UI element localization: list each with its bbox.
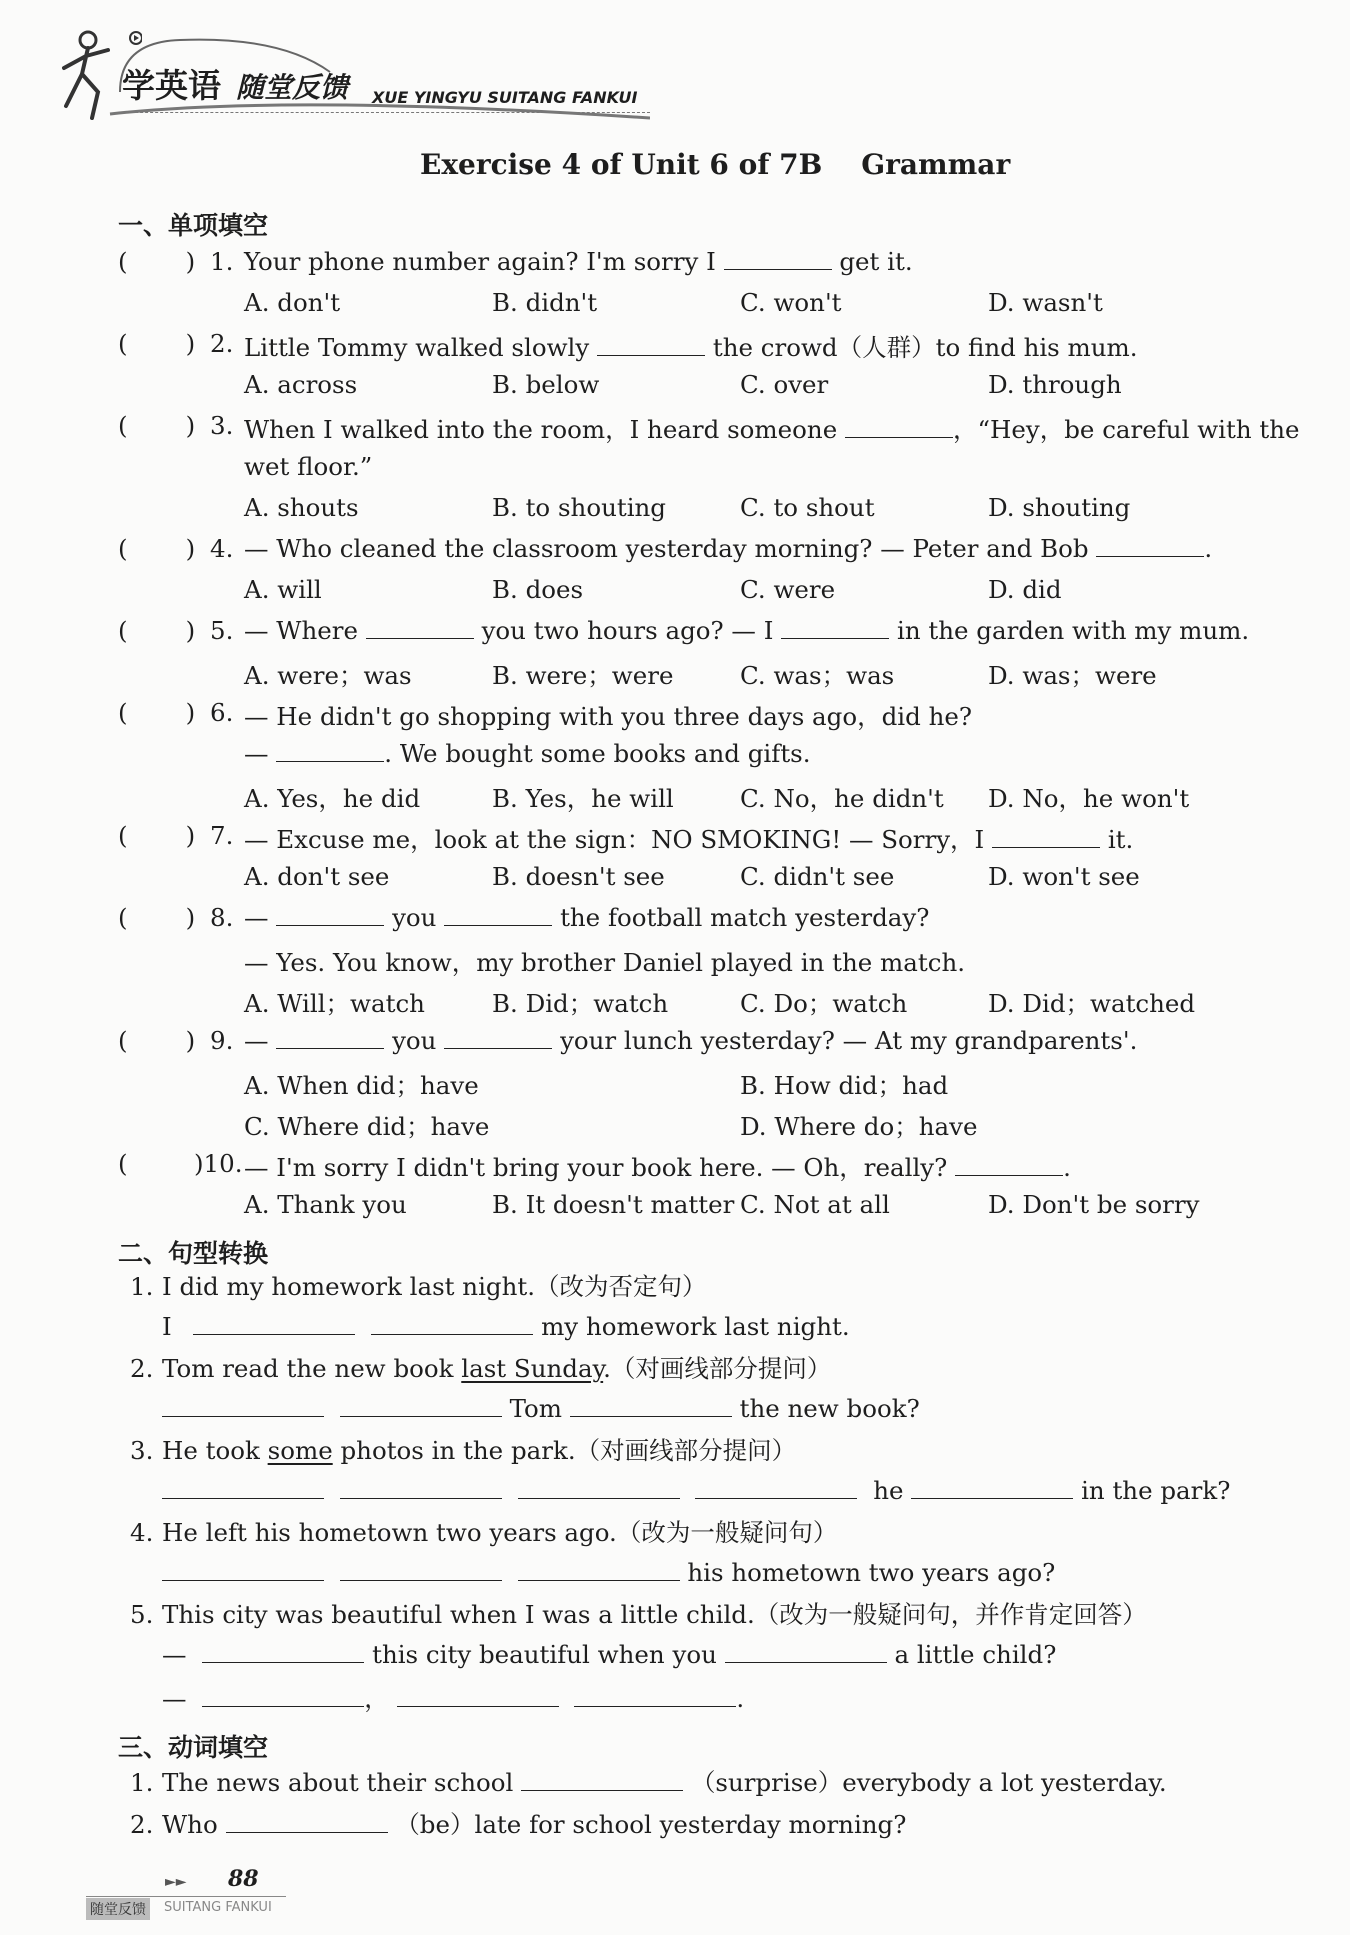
- blank[interactable]: [724, 247, 832, 270]
- header-brand-cn2: 随堂反馈: [236, 71, 349, 104]
- blank[interactable]: [574, 1684, 736, 1707]
- blank[interactable]: [276, 903, 384, 926]
- item-number: 3.: [130, 1436, 154, 1465]
- option-d: D. won't see: [988, 862, 1140, 891]
- option-b: B. Did；watch: [492, 989, 669, 1018]
- item-sentence: He left his hometown two years ago.（改为一般疑问句）: [162, 1518, 838, 1547]
- blank[interactable]: [570, 1394, 732, 1417]
- blank[interactable]: [597, 333, 705, 356]
- question-number: 9.: [210, 1026, 234, 1055]
- blank[interactable]: [911, 1476, 1073, 1499]
- blank[interactable]: [366, 616, 474, 639]
- option-c: C. to shout: [740, 493, 875, 522]
- option-c: C. over: [740, 370, 829, 399]
- question-stem: — Who cleaned the classroom yesterday morning? — Peter and Bob .: [244, 534, 1213, 563]
- question-stem: — Where you two hours ago? — I in the garden with my mum.: [244, 616, 1250, 645]
- blank[interactable]: [226, 1810, 388, 1833]
- blank[interactable]: [162, 1558, 324, 1581]
- item-number: 4.: [130, 1518, 154, 1547]
- answer-paren[interactable]: (: [118, 1149, 128, 1178]
- blank[interactable]: [444, 903, 552, 926]
- item-sentence: Tom read the new book last Sunday.（对画线部分提问）: [162, 1354, 832, 1383]
- option-a: A. shouts: [244, 493, 359, 522]
- question-number: 2.: [210, 329, 234, 358]
- blank[interactable]: [371, 1312, 533, 1335]
- option-d: D. Did；watched: [988, 989, 1196, 1018]
- option-c: C. Do；watch: [740, 989, 908, 1018]
- section2-heading: 二、句型转换: [118, 1239, 269, 1268]
- option-c: C. No，he didn't: [740, 784, 944, 813]
- footer-label-cn: 随堂反馈: [86, 1898, 150, 1920]
- header-dotted-rule: [120, 112, 650, 113]
- question-stem-continued: — . We bought some books and gifts.: [244, 739, 811, 768]
- option-d: D. through: [988, 370, 1122, 399]
- section1-heading: 一、单项填空: [118, 211, 269, 240]
- blank[interactable]: [1096, 534, 1204, 557]
- double-arrow-icon: ►►: [165, 1874, 187, 1890]
- blank[interactable]: [202, 1640, 364, 1663]
- item-number: 1.: [130, 1272, 154, 1301]
- question-stem: — you your lunch yesterday? — At my grandparents'.: [244, 1026, 1138, 1055]
- blank[interactable]: [725, 1640, 887, 1663]
- item-sentence: He took some photos in the park.（对画线部分提问）: [162, 1436, 797, 1465]
- header-brand-cn: 学英语: [122, 66, 221, 105]
- question-number: 7.: [210, 821, 234, 850]
- answer-paren[interactable]: ( ): [118, 247, 196, 276]
- question-stem-continued: — Yes. You know，my brother Daniel played in the match.: [244, 948, 966, 977]
- item-answer-line: I my homework last night.: [162, 1312, 850, 1341]
- header-brand-pinyin: XUE YINGYU SUITANG FANKUI: [372, 88, 638, 107]
- blank[interactable]: [193, 1312, 355, 1335]
- option-b: B. were；were: [492, 661, 674, 690]
- question-number: )10.: [194, 1149, 243, 1178]
- option-d: D. No，he won't: [988, 784, 1190, 813]
- question-number: 5.: [210, 616, 234, 645]
- option-a: A. across: [244, 370, 358, 399]
- option-b: B. does: [492, 575, 584, 604]
- option-b: B. doesn't see: [492, 862, 665, 891]
- answer-paren[interactable]: ( ): [118, 698, 196, 727]
- blank[interactable]: [781, 616, 889, 639]
- item-number: 2.: [130, 1810, 154, 1839]
- option-d: D. did: [988, 575, 1062, 604]
- blank[interactable]: [695, 1476, 857, 1499]
- option-a: A. will: [244, 575, 322, 604]
- answer-paren[interactable]: ( ): [118, 903, 196, 932]
- section3-heading: 三、动词填空: [118, 1733, 269, 1762]
- option-a: A. Thank you: [244, 1190, 407, 1219]
- question-stem: When I walked into the room，I heard someone ，“Hey，be careful with the: [244, 415, 1300, 444]
- answer-paren[interactable]: ( ): [118, 411, 196, 440]
- option-b: B. It doesn't matter: [492, 1190, 735, 1219]
- footer-rule: [86, 1896, 286, 1897]
- blank[interactable]: [518, 1476, 680, 1499]
- blank[interactable]: [340, 1476, 502, 1499]
- option-c: C. was；was: [740, 661, 895, 690]
- question-stem: Little Tommy walked slowly the crowd（人群）to find his mum.: [244, 333, 1138, 362]
- item-sentence: I did my homework last night.（改为否定句）: [162, 1272, 707, 1301]
- item-number: 5.: [130, 1600, 154, 1629]
- option-b: B. didn't: [492, 288, 598, 317]
- option-c: C. won't: [740, 288, 842, 317]
- option-c: C. didn't see: [740, 862, 895, 891]
- blank[interactable]: [444, 1026, 552, 1049]
- answer-paren[interactable]: ( ): [118, 821, 196, 850]
- item-sentence: This city was beautiful when I was a little child.（改为一般疑问句，并作肯定回答）: [162, 1600, 1147, 1629]
- question-number: 6.: [210, 698, 234, 727]
- item-answer-line: he in the park?: [162, 1476, 1230, 1506]
- blank[interactable]: [521, 1768, 683, 1791]
- blank[interactable]: [845, 415, 953, 438]
- question-number: 4.: [210, 534, 234, 563]
- item-answer-line: — this city beautiful when you a little child?: [162, 1640, 1057, 1669]
- item-sentence: Who （be）late for school yesterday morning?: [162, 1810, 907, 1839]
- option-d: D. Don't be sorry: [988, 1190, 1200, 1219]
- question-stem: — Excuse me，look at the sign：NO SMOKING! — Sorry，I it.: [244, 825, 1134, 854]
- option-a: A. don't see: [244, 862, 390, 891]
- option-c: C. Where did；have: [244, 1112, 490, 1141]
- option-a: A. don't: [244, 288, 341, 317]
- blank[interactable]: [276, 1026, 384, 1049]
- question-stem: — He didn't go shopping with you three days ago，did he?: [244, 702, 973, 731]
- option-b: B. below: [492, 370, 600, 399]
- answer-paren[interactable]: ( ): [118, 534, 196, 563]
- option-a: A. Will；watch: [244, 989, 425, 1018]
- option-d: D. Where do；have: [740, 1112, 978, 1141]
- option-d: D. shouting: [988, 493, 1131, 522]
- option-a: A. were；was: [244, 661, 412, 690]
- blank[interactable]: [202, 1684, 364, 1707]
- option-d: D. was；were: [988, 661, 1157, 690]
- question-number: 3.: [210, 411, 234, 440]
- option-b: B. Yes，he will: [492, 784, 674, 813]
- page-number: 88: [228, 1866, 259, 1892]
- option-a: A. When did；have: [244, 1071, 479, 1100]
- option-a: A. Yes，he did: [244, 784, 421, 813]
- question-number: 8.: [210, 903, 234, 932]
- blank[interactable]: [340, 1394, 502, 1417]
- question-number: 1.: [210, 247, 234, 276]
- answer-paren[interactable]: ( ): [118, 329, 196, 358]
- option-d: D. wasn't: [988, 288, 1103, 317]
- blank[interactable]: [518, 1558, 680, 1581]
- option-b: B. to shouting: [492, 493, 666, 522]
- question-stem: — I'm sorry I didn't bring your book here. — Oh，really? .: [244, 1153, 1071, 1182]
- blank[interactable]: [397, 1684, 559, 1707]
- item-answer-line: Tom the new book?: [162, 1394, 920, 1424]
- answer-paren[interactable]: ( ): [118, 1026, 196, 1055]
- item-number: 2.: [130, 1354, 154, 1383]
- item-answer-line: his hometown two years ago?: [162, 1558, 1055, 1588]
- page-title: Exercise 4 of Unit 6 of 7B Grammar: [420, 148, 1011, 181]
- option-c: C. Not at all: [740, 1190, 890, 1219]
- footer-label-en: SUITANG FANKUI: [164, 1900, 272, 1915]
- question-stem: Your phone number again? I'm sorry I get it.: [244, 247, 913, 276]
- item-answer-line-2: — ， .: [162, 1684, 745, 1713]
- blank[interactable]: [955, 1153, 1063, 1176]
- item-number: 1.: [130, 1768, 154, 1797]
- item-sentence: The news about their school （surprise）everybody a lot yesterday.: [162, 1768, 1167, 1797]
- blank[interactable]: [162, 1394, 324, 1417]
- question-stem: — you the football match yesterday?: [244, 903, 930, 932]
- blank[interactable]: [340, 1558, 502, 1581]
- question-stem-continued: wet floor.”: [244, 452, 373, 481]
- option-c: C. were: [740, 575, 836, 604]
- answer-paren[interactable]: ( ): [118, 616, 196, 645]
- option-b: B. How did；had: [740, 1071, 949, 1100]
- blank[interactable]: [276, 739, 384, 762]
- blank[interactable]: [992, 825, 1100, 848]
- blank[interactable]: [162, 1476, 324, 1499]
